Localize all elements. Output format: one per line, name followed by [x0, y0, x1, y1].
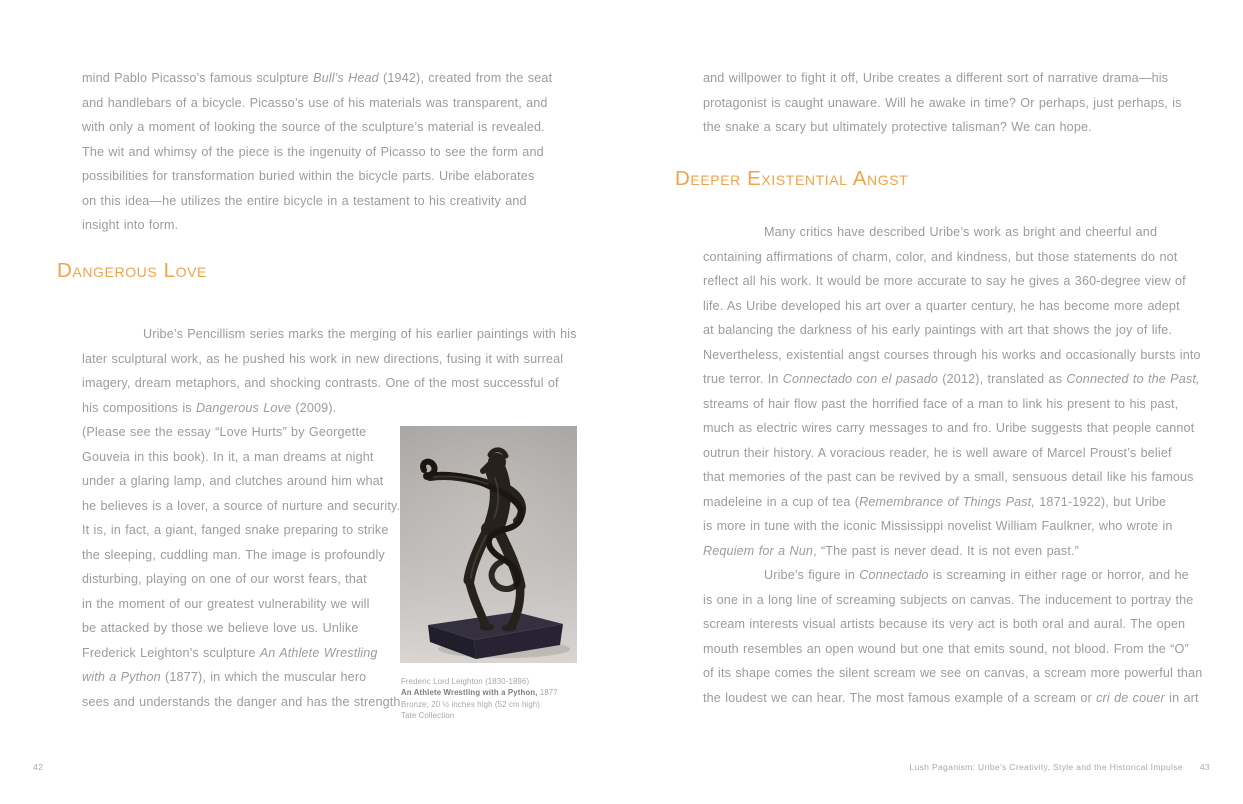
text-line: streams of hair flow past the horrified face of a man to link his present to his past, — [703, 396, 1179, 411]
text-line: sees and understands the danger and has the strength — [82, 694, 401, 709]
text-line: An Athlete Wrestling with a Python, 1877 — [401, 688, 558, 698]
text-line: with a Python (1877), in which the muscular hero — [82, 670, 367, 684]
text-line: reflect all his work. It would be more accurate to say he gives a 360-degree view of — [703, 274, 1186, 288]
text-line: under a glaring lamp, and clutches around him what — [82, 474, 384, 488]
text-line: the sleeping, cuddling man. The image is profoundly — [82, 547, 385, 562]
text-line: madeleine in a cup of tea (Remembrance of Things Past, 1871-1922), but Uribe — [703, 494, 1167, 509]
text-line: mind Pablo Picasso’s famous sculpture Bull’s Head (1942), created from the seat — [82, 71, 553, 85]
text-line: he believes is a lover, a source of nurture and security. — [82, 498, 401, 513]
sculpture-photo-athlete-wrestling-python — [400, 426, 577, 663]
text-line: insight into form. — [82, 218, 179, 232]
text-line: containing affirmations of charm, color, and kindness, but those statements do not — [703, 249, 1178, 264]
text-line: Frederic Lord Leighton (1830-1896) — [401, 677, 530, 686]
text-line: his compositions is Dangerous Love (2009). — [82, 400, 337, 415]
text-line: mouth resembles an open wound but one that emits sound, not blood. From the “O” — [703, 641, 1189, 656]
angst-text-column — [703, 220, 1202, 710]
running-footer — [909, 762, 1210, 772]
text-line: Uribe’s Pencillism series marks the merging of his earlier paintings with his — [143, 327, 577, 341]
running-footer-title: Lush Paganism: Uribe’s Creativity, Style and the Historical Impulse — [909, 762, 1183, 772]
text-line: Uribe’s figure in Connectado is screaming in either rage or horror, and he — [764, 568, 1189, 582]
sculpture-illustration — [400, 426, 577, 663]
text-line: disturbing, playing on one of our worst fears, that — [82, 572, 367, 586]
text-line: outrun their history. A voracious reader, he is well aware of Marcel Proust’s belief — [703, 445, 1172, 460]
text-line: later sculptural work, as he pushed his work in new directions, fusing it with surreal — [82, 351, 564, 366]
paragraph-picasso-bulls-head — [82, 66, 552, 238]
text-line: Nevertheless, existential angst courses through his works and occasionally bursts into — [703, 347, 1201, 362]
text-line: the snake a scary but ultimately protective talisman? We can hope. — [703, 120, 1092, 134]
text-line: life. As Uribe developed his art over a quarter century, he has become more adept — [703, 298, 1180, 313]
text-line: that memories of the past can be revived by a small, sensuous detail like his famous — [703, 470, 1194, 484]
text-line: protagonist is caught unaware. Will he awake in time? Or perhaps, just perhaps, is — [703, 95, 1182, 110]
text-line: is more in tune with the iconic Mississippi novelist William Faulkner, who wrote in — [703, 519, 1173, 533]
text-line: of its shape comes the silent scream we see on canvas, a scream more powerful than — [703, 666, 1203, 680]
text-line: with only a moment of looking the source of the sculpture’s material is revealed. — [82, 120, 545, 134]
section-heading-deeper-existential-angst: Deeper Existential Angst — [675, 167, 909, 190]
text-line: Many critics have described Uribe’s work as bright and cheerful and — [764, 225, 1158, 239]
text-line: It is, in fact, a giant, fanged snake preparing to strike — [82, 523, 389, 537]
text-line: Gouveia in this book). In it, a man dreams at night — [82, 449, 374, 464]
text-line: The wit and whimsy of the piece is the ingenuity of Picasso to see the form and — [82, 144, 544, 159]
text-line: Bronze; 20 ½ inches high (52 cm high) — [401, 699, 541, 709]
text-line: scream interests visual artists because its very act is both oral and aural. The open — [703, 617, 1186, 631]
page-number-left: 42 — [33, 762, 44, 772]
text-line: true terror. In Connectado con el pasado (2012), translated as Connected to the Past, — [703, 372, 1200, 386]
text-line: Requiem for a Nun, “The past is never dead. It is not even past.” — [703, 543, 1079, 558]
paragraph-existential-angst — [703, 220, 1202, 563]
text-line: be attacked by those we believe love us. Unlike — [82, 621, 359, 635]
text-line: much as electric wires carry messages to and fro. Uribe suggests that people cannot — [703, 421, 1195, 435]
text-line: at balancing the darkness of his early paintings with art that shows the joy of life. — [703, 323, 1173, 337]
text-line: in the moment of our greatest vulnerability we will — [82, 596, 370, 611]
text-line: is one in a long line of screaming subjects on canvas. The inducement to portray the — [703, 592, 1194, 607]
text-line: and handlebars of a bicycle. Picasso’s use of his materials was transparent, and — [82, 95, 548, 110]
text-line: imagery, dream metaphors, and shocking contrasts. One of the most successful of — [82, 376, 559, 390]
section-heading-dangerous-love: Dangerous Love — [57, 259, 207, 282]
text-line: possibilities for transformation buried within the bicycle parts. Uribe elaborates — [82, 169, 535, 183]
page-number-right: 43 — [1199, 762, 1210, 772]
paragraph-scream — [703, 563, 1202, 710]
text-line: Tate Collection — [401, 711, 455, 721]
paragraph-snake-continuation — [703, 66, 1182, 140]
text-line: Frederick Leighton’s sculpture An Athlete Wrestling — [82, 645, 378, 660]
text-line: the loudest we can hear. The most famous example of a scream or cri de couer in art — [703, 690, 1199, 705]
text-line: (Please see the essay “Love Hurts” by Georgette — [82, 425, 367, 439]
text-line: and willpower to fight it off, Uribe creates a different sort of narrative drama—his — [703, 71, 1169, 85]
text-line: on this idea—he utilizes the entire bicycle in a testament to his creativity and — [82, 193, 527, 208]
figure-caption — [401, 676, 558, 722]
